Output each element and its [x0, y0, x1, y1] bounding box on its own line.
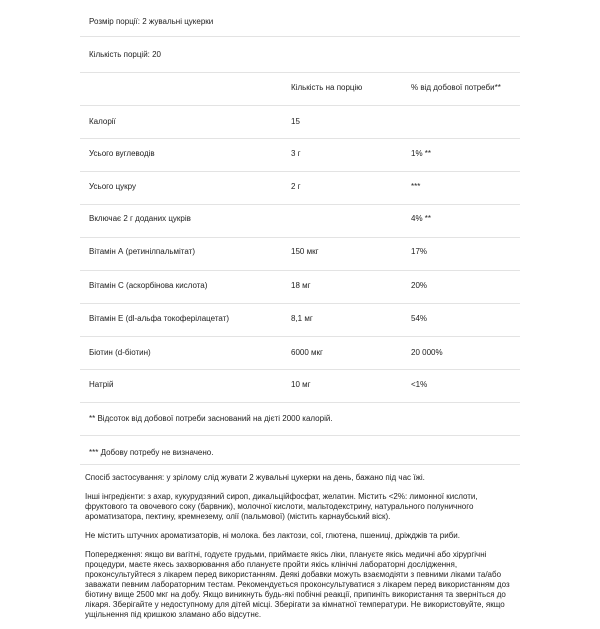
nutrient-daily-value: 1% ** [411, 149, 432, 158]
nutrient-amount: 150 мкг [291, 247, 319, 256]
nutrient-name: Вітамін А (ретинілпальмітат) [89, 247, 195, 256]
table-row [80, 172, 520, 205]
daily-value-header: % від добової потреби** [411, 83, 501, 92]
nutrient-amount: 15 [291, 117, 300, 126]
product-notes [85, 473, 515, 629]
table-row [80, 337, 520, 370]
table-row [80, 370, 520, 403]
nutrient-amount: 8,1 мг [291, 314, 313, 323]
nutrient-name: Калорії [89, 117, 116, 126]
allergen-free-text: Не містить штучних ароматизаторів, ні молока. без лактози, сої, глютена, пшениці, дріжджів та риби. [85, 531, 460, 540]
not-established-footnote: *** Добову потребу не визначено. [89, 448, 214, 457]
usage-text: Спосіб застосування: у зрілому слід жувати 2 жувальні цукерки на день, бажано під час їжі. [85, 473, 425, 482]
nutrient-name: Натрій [89, 380, 114, 389]
nutrient-daily-value: 20 000% [411, 348, 443, 357]
nutrient-daily-value: 54% [411, 314, 428, 323]
servings-count-row [80, 37, 520, 73]
nutrient-amount: 18 мг [291, 281, 311, 290]
footnote-row [80, 436, 520, 465]
nutrient-daily-value: 4% ** [411, 214, 432, 223]
nutrient-name: Включає 2 г доданих цукрів [89, 214, 191, 223]
nutrient-name: Усього цукру [89, 182, 137, 191]
serving-size-row [80, 0, 520, 37]
table-row [80, 238, 520, 271]
daily-value-footnote: ** Відсоток від добової потреби заснований на дієті 2000 калорій. [89, 414, 333, 423]
table-row [80, 139, 520, 172]
table-header-row [80, 73, 520, 106]
nutrient-amount: 3 г [291, 149, 301, 158]
nutrient-amount: 2 г [291, 182, 301, 191]
nutrient-daily-value: <1% [411, 380, 428, 389]
nutrient-name: Вітамін С (аскорбінова кислота) [89, 281, 208, 290]
amount-per-serving-header: Кількість на порцію [291, 83, 363, 92]
warning-text: Попередження: якщо ви вагітні, годуєте грудьми, приймаєте якісь ліки, плануєте якісь медичні або хірургічні процедури, маєте якесь захворювання або плануєте пройти якісь клінічні лабораторні дослідження, проконсультуйтеся з лікарем перед використанням. Деякі добавки можуть взаємодіяти з певними ліками та/або заважати певним лабораторним тестам. Рекомендується проконсультуватися з лікарем перед використанням доз біотину вище 2500 мкг на добу. Якщо виникнуть будь-які побічні реакції, припиніть використання та зверніться до лікаря. Зберігайте у недоступному для дітей місці. Зберігати за кімнатної температури. Не використовуйте, якщо ущільнення під кришкою зламано або відсутнє. [85, 550, 510, 619]
table-row [80, 304, 520, 337]
nutrient-name: Біотин (d-біотин) [89, 348, 151, 357]
serving-size: Розмір порції: 2 жувальні цукерки [89, 17, 214, 26]
nutrient-amount: 10 мг [291, 380, 311, 389]
nutrient-daily-value: 20% [411, 281, 428, 290]
nutrient-daily-value: 17% [411, 247, 428, 256]
nutrient-name: Вітамін Е (dl-альфа токоферілацетат) [89, 314, 229, 323]
nutrient-name: Усього вуглеводів [89, 149, 155, 158]
nutrient-amount: 6000 мкг [291, 348, 323, 357]
nutrient-daily-value: *** [411, 182, 421, 191]
footnote-row [80, 403, 520, 436]
table-row [80, 205, 520, 238]
table-row [80, 106, 520, 139]
servings-count: Кількість порцій: 20 [89, 50, 162, 59]
ingredients-text: Інші інгредієнти: з ахар, кукурудзяний сироп, дикальційфосфат, желатин. Містить <2%: лимонної кислоти, фруктового та овочевого соку (барвник), молочної кислоти, мальтодекстрину, натурального полуничного ароматизатора, пектину, кремнезему, олії (пальмової) (містить карнаубський віск). [85, 492, 478, 521]
table-row [80, 271, 520, 304]
